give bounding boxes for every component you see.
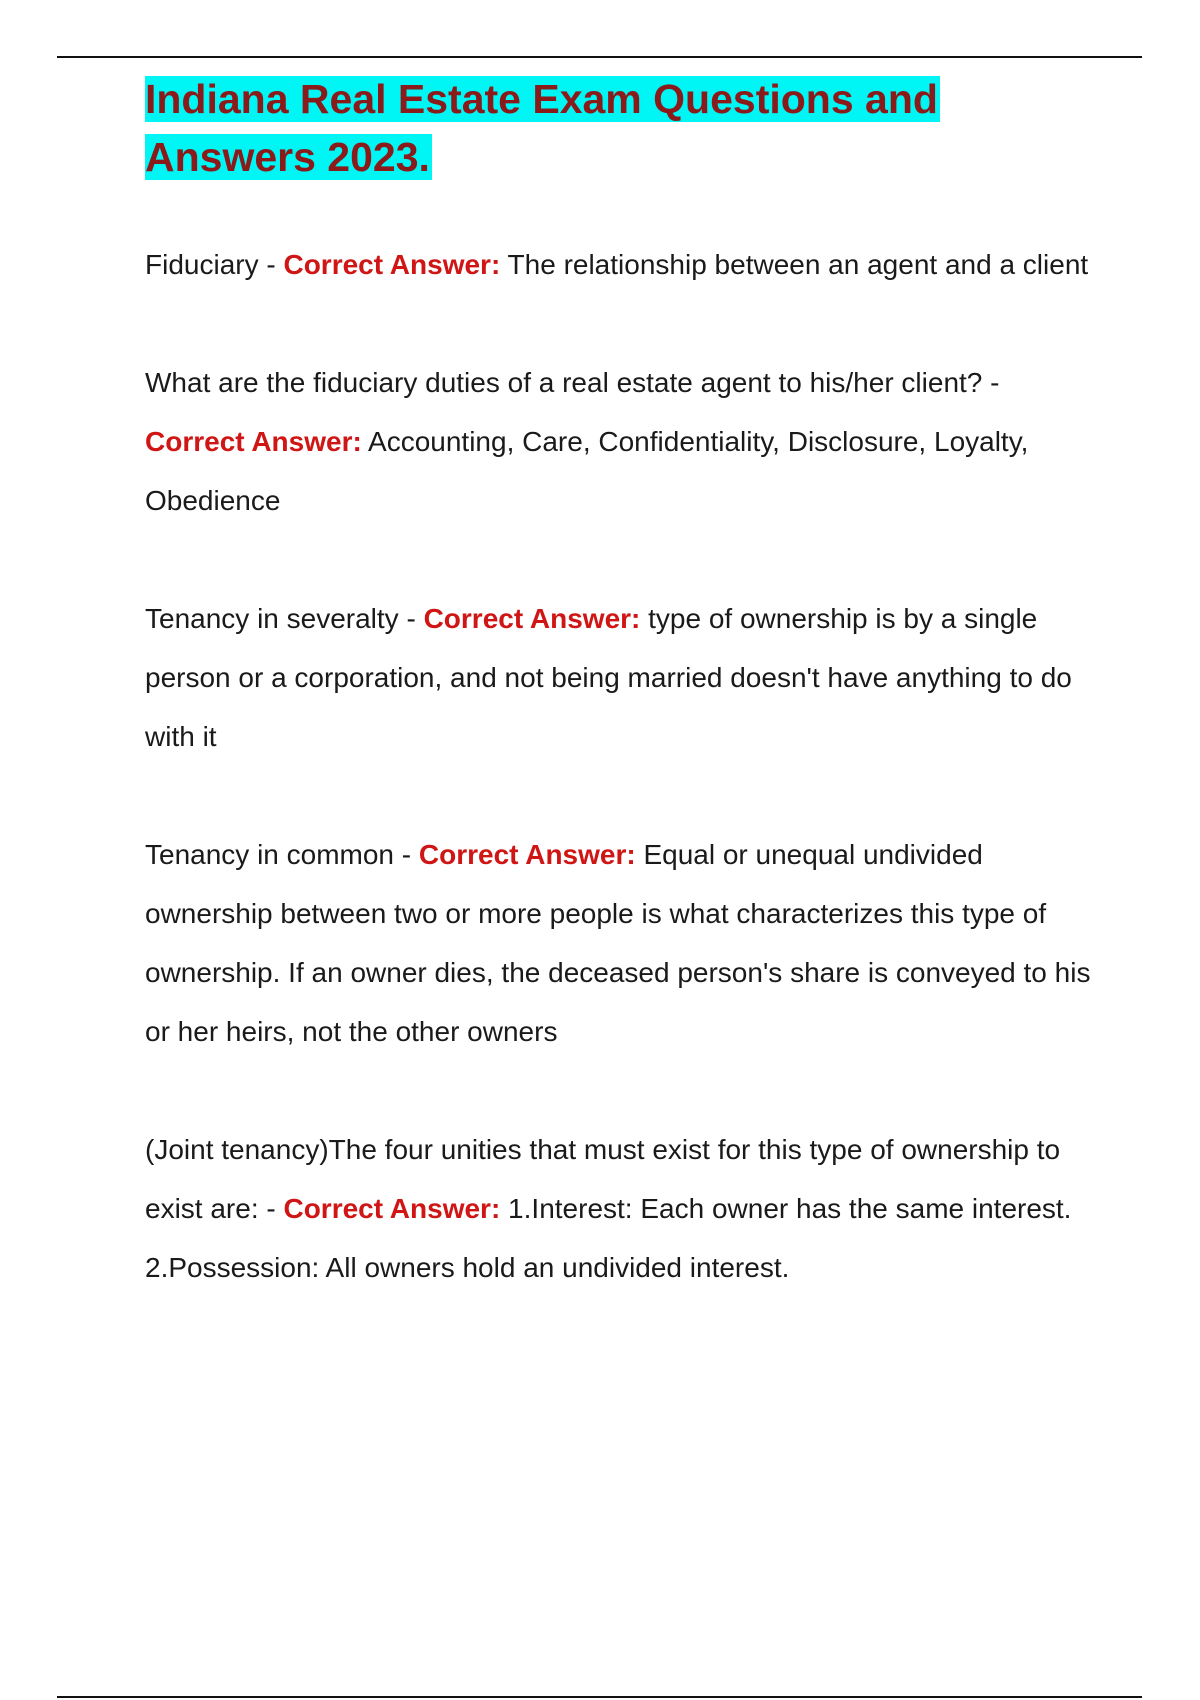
question-text: What are the fiduciary duties of a real estate agent to his/her client? - (145, 367, 1000, 398)
question-text: Tenancy in severalty - (145, 603, 424, 634)
question-text: (Joint tenancy)The four unities that must exist for this type of ownership to exist are: - (145, 1134, 1061, 1224)
question-text: Fiduciary - (145, 249, 284, 280)
qa-item-joint-tenancy (145, 1120, 1105, 1297)
document-title (145, 70, 1105, 186)
answer-continuation: 2.Possession: All owners hold an undivided interest. (145, 1252, 790, 1283)
qa-item-tenancy-severalty (145, 589, 1105, 766)
answer-text: Accounting, Care, Confidentiality, Disclosure, Loyalty, Obedience (145, 426, 1029, 516)
correct-answer-label: Correct Answer: (423, 603, 641, 634)
question-text: Tenancy in common - (145, 839, 419, 870)
top-rule (57, 56, 1142, 58)
answer-text: type of ownership is by a single person or a corporation, and not being married doesn't have anything to do with it (145, 603, 1072, 752)
title-highlight: Indiana Real Estate Exam Questions and Answers 2023. (145, 76, 938, 180)
correct-answer-label: Correct Answer: (145, 426, 362, 457)
answer-text: The relationship between an agent and a client (500, 249, 1089, 280)
qa-item-fiduciary-duties (145, 353, 1105, 530)
bottom-rule (57, 1696, 1142, 1698)
correct-answer-label: Correct Answer: (418, 839, 636, 870)
document-page (145, 70, 1105, 1297)
qa-item-fiduciary (145, 235, 1105, 294)
correct-answer-label: Correct Answer: (283, 249, 501, 280)
answer-text: 1.Interest: Each owner has the same interest. (500, 1193, 1072, 1224)
answer-text: Equal or unequal undivided ownership between two or more people is what characterizes this type of ownership. If an owner dies, the deceased person's share is conveyed to his or her heirs, not the other owners (145, 839, 1091, 1047)
correct-answer-label: Correct Answer: (283, 1193, 501, 1224)
qa-item-tenancy-common (145, 825, 1105, 1061)
